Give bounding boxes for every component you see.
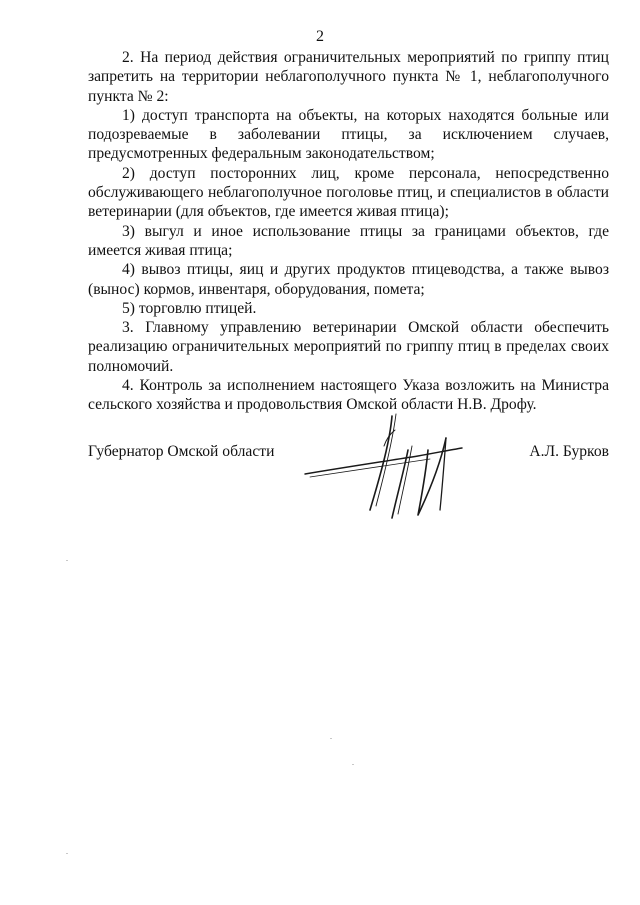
paragraph-clause-4: 4. Контроль за исполнением настоящего Указа возложить на Министра сельского хозяйства и продовольствия Омской области Н.В. Дрофу. xyxy=(88,377,609,414)
paragraph-clause-3: 3. Главному управлению ветеринарии Омской области обеспечить реализацию ограничительных мероприятий по гриппу птиц в пределах своих полномочий. xyxy=(88,319,609,375)
scan-speck xyxy=(66,853,68,854)
scan-speck xyxy=(330,738,332,739)
handwritten-signature-icon xyxy=(300,410,470,525)
paragraph-clause-2: 2. На период действия ограничительных мероприятий по гриппу птиц запретить на территории неблагополучного пункта № 1, неблагополучного пункта № 2: xyxy=(88,49,609,105)
paragraph-item-2: 2) доступ посторонних лиц, кроме персонала, непосредственно обслуживающего неблагополучное поголовье птиц, и специалистов в области ветеринарии (для объектов, где имеется живая птица); xyxy=(88,164,609,221)
signatory-title: Губернатор Омской области xyxy=(88,443,275,460)
document-body xyxy=(88,48,609,415)
paragraph-item-1: 1) доступ транспорта на объекты, на которых находятся больные или подозреваемые в заболевании птицы, за исключением случаев, предусмотренных федеральным законодательством; xyxy=(88,106,609,163)
paragraph-item-3: 3) выгул и иное использование птицы за границами объектов, где имеется живая птица; xyxy=(88,222,609,259)
page-number: 2 xyxy=(316,28,324,45)
paragraph-item-5: 5) торговлю птицей. xyxy=(122,299,257,317)
signatory-name: А.Л. Бурков xyxy=(529,443,609,460)
scan-speck xyxy=(352,764,354,765)
paragraph-item-4: 4) вывоз птицы, яиц и других продуктов птицеводства, а также вывоз (вынос) кормов, инвентаря, оборудования, помета; xyxy=(88,261,609,298)
scan-speck xyxy=(66,560,68,561)
